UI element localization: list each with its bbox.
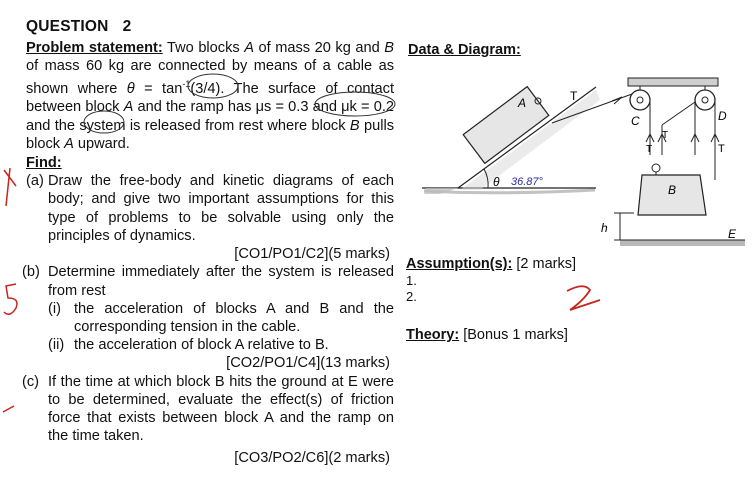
- part-b-text: Determine immediately after the system is released from rest: [48, 264, 394, 299]
- annotation-circle-theta: [188, 74, 238, 98]
- theory-label: Theory:: [406, 327, 460, 343]
- red-mark-a: [4, 168, 16, 206]
- mass-b: 60 kg: [85, 58, 125, 75]
- ground-label: E: [728, 227, 737, 241]
- red-mark-c: [3, 406, 14, 412]
- block-a-label: A: [518, 96, 527, 110]
- assumptions-marks: [2 marks]: [512, 256, 576, 272]
- annotation-circle-muk: [84, 111, 124, 133]
- part-a-text: Draw the free-body and kinetic diagrams of each body; and give two important assumptions for this type of problems to be solvable using only the principles of dynamics.: [48, 173, 394, 244]
- part-b-ii: (ii) the acceleration of block A relative to B.: [48, 337, 329, 354]
- part-c-marks: [CO3/PO2/C6](2 marks): [234, 450, 390, 467]
- question-label: QUESTION: [26, 18, 109, 35]
- part-a-marks: [CO1/PO1/C2](5 marks): [234, 246, 390, 263]
- part-a: (a) Draw the free-body and kinetic diagrams of each body; and give two important assumptions for this type of problems to be solvable using only the principles of dynamics.: [26, 173, 394, 244]
- static-friction-coefficient: μs = 0.3: [255, 99, 309, 116]
- kinetic-friction-coefficient: μk = 0.2: [341, 99, 394, 116]
- diagram-title: Data & Diagram:: [408, 42, 521, 58]
- height-label: h: [601, 221, 608, 235]
- problem-statement: Problem statement: Two blocks A of mass 20 kg and B of mass 60 kg are connected by means of a cable as shown where $\theta = \tan^{-1}(3/4)$. The surface of contact between block A and the ramp has μs = 0.3 and μk = 0.2 and the system is released from rest where block B pulls block A upward.: [26, 40, 395, 152]
- question-number: 2: [122, 18, 132, 35]
- part-b-marks: [CO2/PO1/C4](13 marks): [226, 355, 390, 372]
- red-mark-assumptions: [567, 286, 600, 310]
- red-mark-b: [4, 284, 17, 314]
- mass-a: 20 kg: [314, 40, 351, 56]
- annotation-circle-mus: [315, 92, 395, 116]
- theta-symbol: θ: [126, 81, 135, 98]
- angle-value: (3/4).: [190, 81, 225, 98]
- problem-statement-label: Problem statement:: [26, 40, 163, 56]
- part-c: (c) If the time at which block B hits the ground at E were to be determined, evaluate the effect(s) of friction force that exists between block A and the ramp on the time taken.: [22, 373, 394, 445]
- theory-marks: [Bonus 1 marks]: [459, 327, 568, 343]
- tension-label-b1: T: [646, 144, 653, 155]
- part-b-ii-text: the acceleration of block A relative to B.: [74, 337, 329, 354]
- pulley-c-label: C: [631, 114, 640, 128]
- part-b: (b) Determine immediately after the system is released from rest: [22, 264, 394, 299]
- pulley-d-label: D: [718, 109, 727, 123]
- theta-label: θ: [493, 175, 500, 189]
- part-b-i: (i) the acceleration of blocks A and B and the corresponding tension in the cable.: [48, 300, 394, 335]
- assumption-1: 1.: [406, 273, 417, 288]
- assumptions-label: Assumption(s):: [406, 256, 513, 272]
- find-label: Find:: [26, 155, 62, 172]
- tension-label-d: T: [718, 143, 725, 155]
- angle-note: 36.87°: [511, 176, 543, 188]
- part-c-text: If the time at which block B hits the ground at E were to be determined, evaluate the effect(s) of friction force that exists between block A and the ramp on the time taken.: [48, 373, 394, 445]
- tension-label-ramp: T: [570, 89, 578, 103]
- tension-label-b2: T: [662, 130, 669, 141]
- block-b-label: B: [668, 183, 677, 197]
- part-b-i-text: the acceleration of blocks A and B and the corresponding tension in the cable.: [74, 300, 394, 335]
- assumption-2: 2.: [406, 289, 417, 304]
